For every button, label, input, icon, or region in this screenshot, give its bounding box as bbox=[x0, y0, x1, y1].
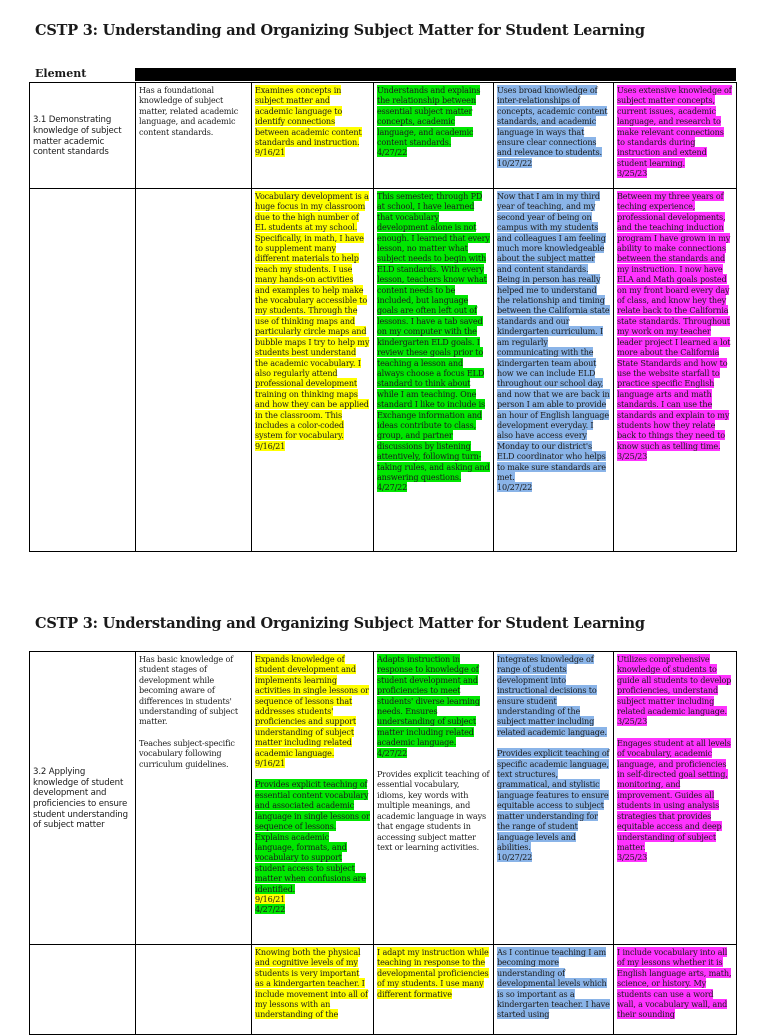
exploring-date-3: 4/27/22 bbox=[255, 904, 286, 915]
innovating-text: Uses extensive knowledge of subject matter concepts, current issues, academic language, and research to make relevant connections to standards during instruction and extend student learning. bbox=[617, 85, 732, 168]
exploring-reflection-date: 9/16/21 bbox=[255, 440, 286, 451]
element-3-1-label: 3.1 Demonstrating knowledge of subject matter academic content standards bbox=[33, 115, 122, 158]
element-column-header: Element bbox=[35, 67, 87, 80]
emerging-cell bbox=[136, 83, 252, 189]
integrating-cell bbox=[494, 83, 614, 189]
cstp-table-3-1 bbox=[29, 82, 737, 552]
element-cell-empty bbox=[30, 945, 136, 1035]
applying-text: Understands and explains the relationship between essential subject matter concepts, academic language, and academic content standards. bbox=[377, 85, 481, 148]
innovating-reflection: I include vocabulary into all of my lessons whether it is English language arts, math, science, or history. My students can use a word wall, a vocabulary wall, and their sounding bbox=[617, 947, 732, 1020]
applying-cell bbox=[374, 83, 494, 189]
table-row bbox=[30, 189, 737, 552]
emerging-cell bbox=[136, 652, 252, 945]
applying-reflection-date: 4/27/22 bbox=[377, 482, 408, 493]
table-row bbox=[30, 83, 737, 189]
exploring-text: Expands knowledge of student development and implements learning activities in single lessons or sequence of lessons that addresses students' proficiencies and support understanding of subject matter including related academic language. bbox=[255, 654, 369, 758]
exploring-text: Examines concepts in subject matter and academic language to identify connections between academic content standards and instruction. bbox=[255, 85, 362, 148]
element-cell bbox=[30, 83, 136, 189]
applying-reflection: This semester, through PD at school, I have learned that vocabulary development alone is not enough. I learned that every lesson, no matter what subject needs to begin with ELD standards. With every lesson, teachers know what content needs to be included, but language goals are often left out of lessons. I have a tab saved on my computer with the kindergarten ELD goals. I review these goals prior to teaching a lesson and always choose a focus ELD standard to think about while I am teaching. One standard I like to include is Exchange information and ideas contribute to class, group, and partner discussions by listening attentively, following turn-taking rules, and asking and answering questions. bbox=[377, 191, 490, 482]
applying-date: 4/27/22 bbox=[377, 747, 408, 758]
innovating-date: 3/25/23 bbox=[617, 168, 648, 179]
page-title: CSTP 3: Understanding and Organizing Subject Matter for Student Learning bbox=[35, 22, 645, 39]
innovating-reflection-cell bbox=[614, 945, 737, 1035]
element-cell-empty bbox=[30, 189, 136, 552]
cstp-table-3-2 bbox=[29, 651, 737, 1035]
emerging-text-2: Teaches subject-specific vocabulary following curriculum guidelines. bbox=[139, 737, 235, 769]
innovating-cell bbox=[614, 652, 737, 945]
page-title-2: CSTP 3: Understanding and Organizing Subject Matter for Student Learning bbox=[35, 615, 645, 632]
integrating-reflection-cell bbox=[494, 189, 614, 552]
exploring-text-2: Provides explicit teaching of essential content vocabulary and associated academic language in single lessons or sequence of lessons. Explains academic language, formats, and vocabulary to support student access to subject matter when confusions are identified. bbox=[255, 779, 370, 894]
applying-reflection: I adapt my instruction while teaching in response to the developmental proficiencies of my students. I use many different formative bbox=[377, 947, 489, 999]
innovating-reflection-date: 3/25/23 bbox=[617, 451, 648, 462]
emerging-text: Has basic knowledge of student stages of development while becoming aware of differences in students' understanding of subject matter. bbox=[139, 654, 238, 727]
applying-date: 4/27/22 bbox=[377, 147, 408, 158]
exploring-date-2: 9/16/21 bbox=[255, 893, 286, 904]
applying-reflection-cell bbox=[374, 945, 494, 1035]
table-row bbox=[30, 652, 737, 945]
integrating-text-2: Provides explicit teaching of specific academic language, text structures, grammatical, and stylistic language features to ensure equitable access to subject matter understanding for the range of student language levels and abilities. bbox=[497, 748, 610, 852]
innovating-reflection: Between my three years of teching experience, professional developments, and the teaching induction program I have grown in my ability to make connections between the standards and my instruction. I now have ELA and Math goals posted on my front board every day of class, and know hey they relate back to the California state standards. Throughout my work on my teacher leader project I learned a lot more about the California State Standards and how to use the website starfall to practice specific English language arts and math standards. I can use the standards and explain to my students how they relate back to things they need to know such as telling time. bbox=[617, 191, 731, 451]
applying-text-2: Provides explicit teaching of essential vocabulary, idioms, key words with multiple meanings, and academic language in ways that engage students in accessing subject matter text or learning activities. bbox=[377, 769, 490, 852]
integrating-date-2: 10/27/22 bbox=[497, 852, 533, 863]
exploring-date: 9/16/21 bbox=[255, 147, 286, 158]
innovating-reflection-cell bbox=[614, 189, 737, 552]
table-row bbox=[30, 945, 737, 1035]
applying-text: Adapts instruction in response to knowledge of student development and proficiencies to meet students' diverse learning needs. Ensures understanding of subject matter including related academic language. bbox=[377, 654, 480, 748]
exploring-reflection-cell bbox=[252, 945, 374, 1035]
exploring-date: 9/16/21 bbox=[255, 758, 286, 769]
applying-reflection-cell bbox=[374, 189, 494, 552]
innovating-date-2: 3/25/23 bbox=[617, 852, 648, 863]
exploring-cell bbox=[252, 652, 374, 945]
innovating-text: Utilizes comprehensive knowledge of students to guide all students to develop proficiencies, understand subject matter including related academic language. bbox=[617, 654, 732, 717]
element-3-2-label: 3.2 Applying knowledge of student development and proficiencies to ensure student understanding of subject matter bbox=[33, 767, 128, 831]
integrating-reflection: As I continue teaching I am becoming more understanding of developmental levels which is so important as a kindergarten teacher. I have started using bbox=[497, 947, 610, 1020]
integrating-cell bbox=[494, 652, 614, 945]
integrating-reflection-cell bbox=[494, 945, 614, 1035]
emerging-cell-empty bbox=[136, 189, 252, 552]
integrating-date: 10/27/22 bbox=[497, 157, 533, 168]
innovating-text-2: Engages student at all levels of vocabulary, academic language, and proficiencies in self-directed goal setting, monitoring, and improvement. Guides all students in using analysis strategies that provides equitable access and deep understanding of subject matter. bbox=[617, 737, 731, 852]
exploring-reflection: Knowing both the physical and cognitive levels of my students is very important as a kindergarten teacher. I include movement into all of my lessons with an understanding of the bbox=[255, 947, 368, 1020]
emerging-cell-empty bbox=[136, 945, 252, 1035]
integrating-text: Integrates knowledge of range of students development into instructional decisions to ensure student understanding of the subject matter including related academic language. bbox=[497, 654, 607, 737]
integrating-text: Uses broad knowledge of inter-relationships of concepts, academic content standards, and academic language in ways that ensure clear connections and relevance to students. bbox=[497, 85, 608, 158]
integrating-reflection-date: 10/27/22 bbox=[497, 482, 533, 493]
emerging-text: Has a foundational knowledge of subject matter, related academic language, and academic content standards. bbox=[139, 85, 239, 137]
exploring-reflection: Vocabulary development is a huge focus in my classroom due to the high number of EL students at my school. Specifically, in math, I have to supplement many different materials to help reach my students. I use many hands-on activities and examples to help make the vocabulary accessible to my students. Through the use of thinking maps and particularly circle maps and bubble maps I try to help my students best understand the academic vocabulary. I also regularly attend professional development training on thinking maps and how they can be applied in the classroom. This includes a color-coded system for vocabulary. bbox=[255, 191, 370, 441]
applying-cell bbox=[374, 652, 494, 945]
header-bar bbox=[135, 68, 736, 81]
exploring-cell bbox=[252, 83, 374, 189]
innovating-cell bbox=[614, 83, 737, 189]
innovating-date: 3/25/23 bbox=[617, 716, 648, 727]
integrating-reflection: Now that I am in my third year of teaching, and my second year of being on campus with my students and colleagues I am feeling much more knowledgeable about the subject matter and content standards. Being in person has really helped me to understand the relationship and timing between the California state standards and our kindergarten curriculum. I am regularly communicating with the kindergarten team about how we can include ELD throughout our school day, and now that we are back in person I am able to provide an hour of English language development everyday. I also have access every Monday to our district's ELD coordinator who helps to make sure standards are met. bbox=[497, 191, 610, 482]
exploring-reflection-cell bbox=[252, 189, 374, 552]
element-cell bbox=[30, 652, 136, 945]
